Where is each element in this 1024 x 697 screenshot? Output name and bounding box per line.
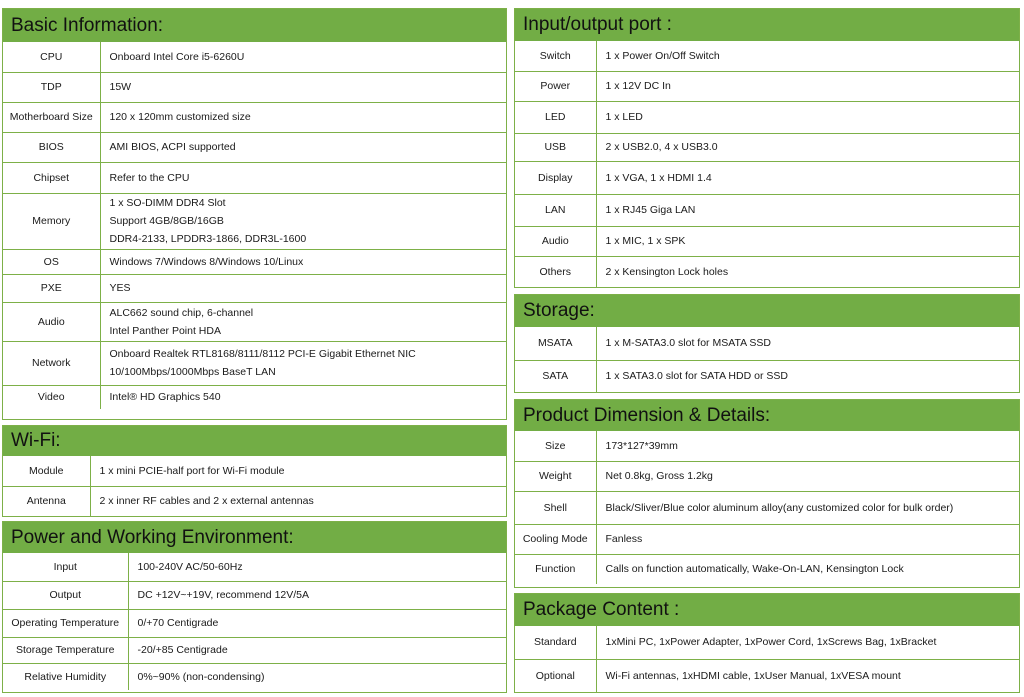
spec-row: [3, 456, 506, 486]
spec-value-line: 1 x M-SATA3.0 slot for MSATA SSD: [605, 337, 772, 350]
spec-value: [596, 491, 1019, 524]
spec-value: [128, 609, 506, 637]
spec-value: [596, 101, 1019, 133]
spec-row: [3, 302, 506, 341]
spec-table: [515, 626, 1019, 692]
spec-label: Standard: [515, 626, 596, 659]
spec-row: [3, 132, 506, 162]
spec-value-line: Intel Panther Point HDA: [109, 324, 221, 337]
spec-value: [100, 42, 506, 72]
spec-value-line: 1 x LED: [605, 111, 643, 123]
spec-row: [515, 194, 1019, 226]
basic-information-panel: [2, 8, 507, 420]
spec-value-line: 1 x RJ45 Giga LAN: [605, 204, 696, 216]
spec-row: [3, 162, 506, 193]
spec-table: [3, 456, 506, 516]
spec-value-line: -20/+85 Centigrade: [137, 644, 228, 656]
section-heading: Input/output port :: [515, 9, 1019, 41]
spec-value-line: Onboard Realtek RTL8168/8111/8112 PCI-E Gigabit Ethernet NIC: [109, 348, 416, 360]
spec-label: Output: [3, 581, 128, 609]
spec-label: Shell: [515, 491, 596, 524]
spec-value: [128, 637, 506, 663]
spec-value: [128, 553, 506, 581]
storage-panel: [514, 294, 1020, 393]
spec-value-line: 2 x inner RF cables and 2 x external antennas: [99, 495, 314, 508]
spec-label: Chipset: [3, 162, 100, 193]
spec-value-line: 0/+70 Centigrade: [137, 617, 219, 629]
spec-value-line: 1 x SO-DIMM DDR4 Slot: [109, 197, 226, 209]
spec-value: [596, 659, 1019, 692]
spec-value-line: DDR4-2133, LPDDR3-1866, DDR3L-1600: [109, 233, 307, 245]
product-dimension-panel: [514, 399, 1020, 588]
spec-label: Function: [515, 554, 596, 584]
spec-value-line: 120 x 120mm customized size: [109, 111, 251, 123]
spec-value: [596, 360, 1019, 392]
spec-value: [128, 663, 506, 690]
spec-label: Power: [515, 71, 596, 101]
spec-value-line: Fanless: [605, 533, 643, 545]
spec-label: USB: [515, 133, 596, 161]
spec-value: [100, 162, 506, 193]
spec-value: [100, 302, 506, 341]
spec-label: PXE: [3, 274, 100, 302]
spec-label: Operating Temperature: [3, 609, 128, 637]
spec-row: [3, 193, 506, 249]
spec-label: Input: [3, 553, 128, 581]
spec-table: [515, 327, 1019, 392]
spec-row: [515, 256, 1019, 287]
spec-value-line: Calls on function automatically, Wake-On-LAN, Kensington Lock: [605, 563, 904, 576]
spec-row: [515, 226, 1019, 256]
spec-row: [515, 101, 1019, 133]
spec-row: [3, 581, 506, 609]
spec-value-line: 2 x USB2.0, 4 x USB3.0: [605, 141, 718, 153]
spec-value-line: 1 x MIC, 1 x SPK: [605, 235, 686, 247]
spec-row: [3, 553, 506, 581]
spec-value-line: Wi-Fi antennas, 1xHDMI cable, 1xUser Manual, 1xVESA mount: [605, 669, 901, 682]
section-heading: Storage:: [515, 295, 1019, 327]
spec-value: [596, 524, 1019, 554]
spec-label: Display: [515, 161, 596, 194]
spec-row: [515, 659, 1019, 692]
spec-value: [596, 461, 1019, 491]
spec-row: [3, 637, 506, 663]
spec-value-line: 2 x Kensington Lock holes: [605, 265, 729, 278]
spec-value-line: Refer to the CPU: [109, 171, 190, 184]
spec-value: [596, 226, 1019, 256]
spec-value: [596, 431, 1019, 461]
spec-value-line: 1 x VGA, 1 x HDMI 1.4: [605, 171, 712, 184]
spec-row: [515, 524, 1019, 554]
spec-table: [515, 41, 1019, 287]
spec-value: [100, 102, 506, 132]
spec-label: Weight: [515, 461, 596, 491]
spec-label: Cooling Mode: [515, 524, 596, 554]
spec-value: [90, 486, 506, 516]
spec-row: [3, 663, 506, 690]
spec-row: [3, 102, 506, 132]
spec-value-line: DC +12V~+19V, recommend 12V/5A: [137, 589, 310, 601]
spec-row: [3, 609, 506, 637]
spec-label: LAN: [515, 194, 596, 226]
spec-value-line: Intel® HD Graphics 540: [109, 391, 221, 404]
spec-row: [515, 327, 1019, 360]
spec-row: [3, 72, 506, 102]
spec-row: [3, 42, 506, 72]
spec-value: [596, 554, 1019, 584]
spec-row: [515, 41, 1019, 71]
spec-row: [515, 133, 1019, 161]
section-heading: Product Dimension & Details:: [515, 400, 1019, 431]
spec-value-line: 1 x mini PCIE-half port for Wi-Fi module: [99, 464, 285, 477]
spec-value-line: Onboard Intel Core i5-6260U: [109, 50, 245, 63]
section-heading: Wi-Fi:: [3, 426, 506, 456]
spec-label: Storage Temperature: [3, 637, 128, 663]
spec-label: Switch: [515, 41, 596, 71]
spec-value-line: 100-240V AC/50-60Hz: [137, 560, 243, 573]
spec-value-line: AMI BIOS, ACPI supported: [109, 141, 236, 153]
spec-row: [515, 491, 1019, 524]
spec-label: Memory: [3, 193, 100, 249]
spec-row: [515, 360, 1019, 392]
spec-row: [515, 626, 1019, 659]
spec-label: Audio: [515, 226, 596, 256]
wifi-panel: [2, 425, 507, 517]
spec-table: [515, 431, 1019, 584]
spec-label: Size: [515, 431, 596, 461]
section-heading: Power and Working Environment:: [3, 522, 506, 553]
spec-value: [90, 456, 506, 486]
spec-value-line: Black/Sliver/Blue color aluminum alloy(any customized color for bulk order): [605, 501, 954, 514]
spec-value-line: 15W: [109, 81, 132, 93]
spec-label: Module: [3, 456, 90, 486]
spec-value: [100, 385, 506, 409]
spec-value-line: Windows 7/Windows 8/Windows 10/Linux: [109, 255, 304, 268]
spec-value: [596, 161, 1019, 194]
spec-value-line: Net 0.8kg, Gross 1.2kg: [605, 470, 713, 482]
spec-value-line: YES: [109, 282, 131, 294]
spec-value-line: 1 x Power On/Off Switch: [605, 49, 720, 62]
spec-row: [515, 554, 1019, 584]
spec-value-line: 173*127*39mm: [605, 439, 678, 452]
spec-row: [3, 249, 506, 274]
section-heading: Package Content :: [515, 594, 1019, 626]
spec-row: [3, 341, 506, 385]
spec-label: Network: [3, 341, 100, 385]
spec-label: MSATA: [515, 327, 596, 360]
spec-value: [100, 274, 506, 302]
spec-label: CPU: [3, 42, 100, 72]
spec-row: [3, 486, 506, 516]
spec-label: TDP: [3, 72, 100, 102]
spec-label: SATA: [515, 360, 596, 392]
spec-label: Others: [515, 256, 596, 287]
spec-row: [3, 385, 506, 409]
spec-value: [596, 626, 1019, 659]
spec-label: BIOS: [3, 132, 100, 162]
spec-label: Antenna: [3, 486, 90, 516]
spec-label: Optional: [515, 659, 596, 692]
spec-label: Relative Humidity: [3, 663, 128, 690]
spec-value-line: ALC662 sound chip, 6-channel: [109, 306, 254, 319]
spec-label: Motherboard Size: [3, 102, 100, 132]
spec-value: [596, 41, 1019, 71]
spec-value: [100, 341, 506, 385]
power-environment-panel: [2, 521, 507, 693]
spec-value: [596, 327, 1019, 360]
spec-label: Audio: [3, 302, 100, 341]
spec-row: [515, 431, 1019, 461]
spec-value: [596, 194, 1019, 226]
spec-value-line: 0%~90% (non-condensing): [137, 670, 265, 683]
spec-table: [3, 42, 506, 409]
spec-table: [3, 553, 506, 690]
spec-row: [3, 274, 506, 302]
spec-value-line: Support 4GB/8GB/16GB: [109, 215, 224, 227]
spec-row: [515, 71, 1019, 101]
spec-value: [128, 581, 506, 609]
spec-value: [596, 133, 1019, 161]
spec-value-line: 10/100Mbps/1000Mbps BaseT LAN: [109, 366, 276, 378]
spec-value: [596, 71, 1019, 101]
spec-value-line: 1xMini PC, 1xPower Adapter, 1xPower Cord, 1xScrews Bag, 1xBracket: [605, 636, 937, 649]
spec-row: [515, 161, 1019, 194]
spec-label: Video: [3, 385, 100, 409]
package-content-panel: [514, 593, 1020, 693]
spec-label: LED: [515, 101, 596, 133]
spec-label: OS: [3, 249, 100, 274]
section-heading: Basic Information:: [3, 9, 506, 42]
spec-value-line: 1 x SATA3.0 slot for SATA HDD or SSD: [605, 370, 788, 383]
spec-value: [596, 256, 1019, 287]
spec-row: [515, 461, 1019, 491]
spec-value: [100, 72, 506, 102]
io-port-panel: [514, 8, 1020, 288]
spec-value-line: 1 x 12V DC In: [605, 80, 671, 92]
spec-value: [100, 132, 506, 162]
spec-value: [100, 249, 506, 274]
spec-value: [100, 193, 506, 249]
